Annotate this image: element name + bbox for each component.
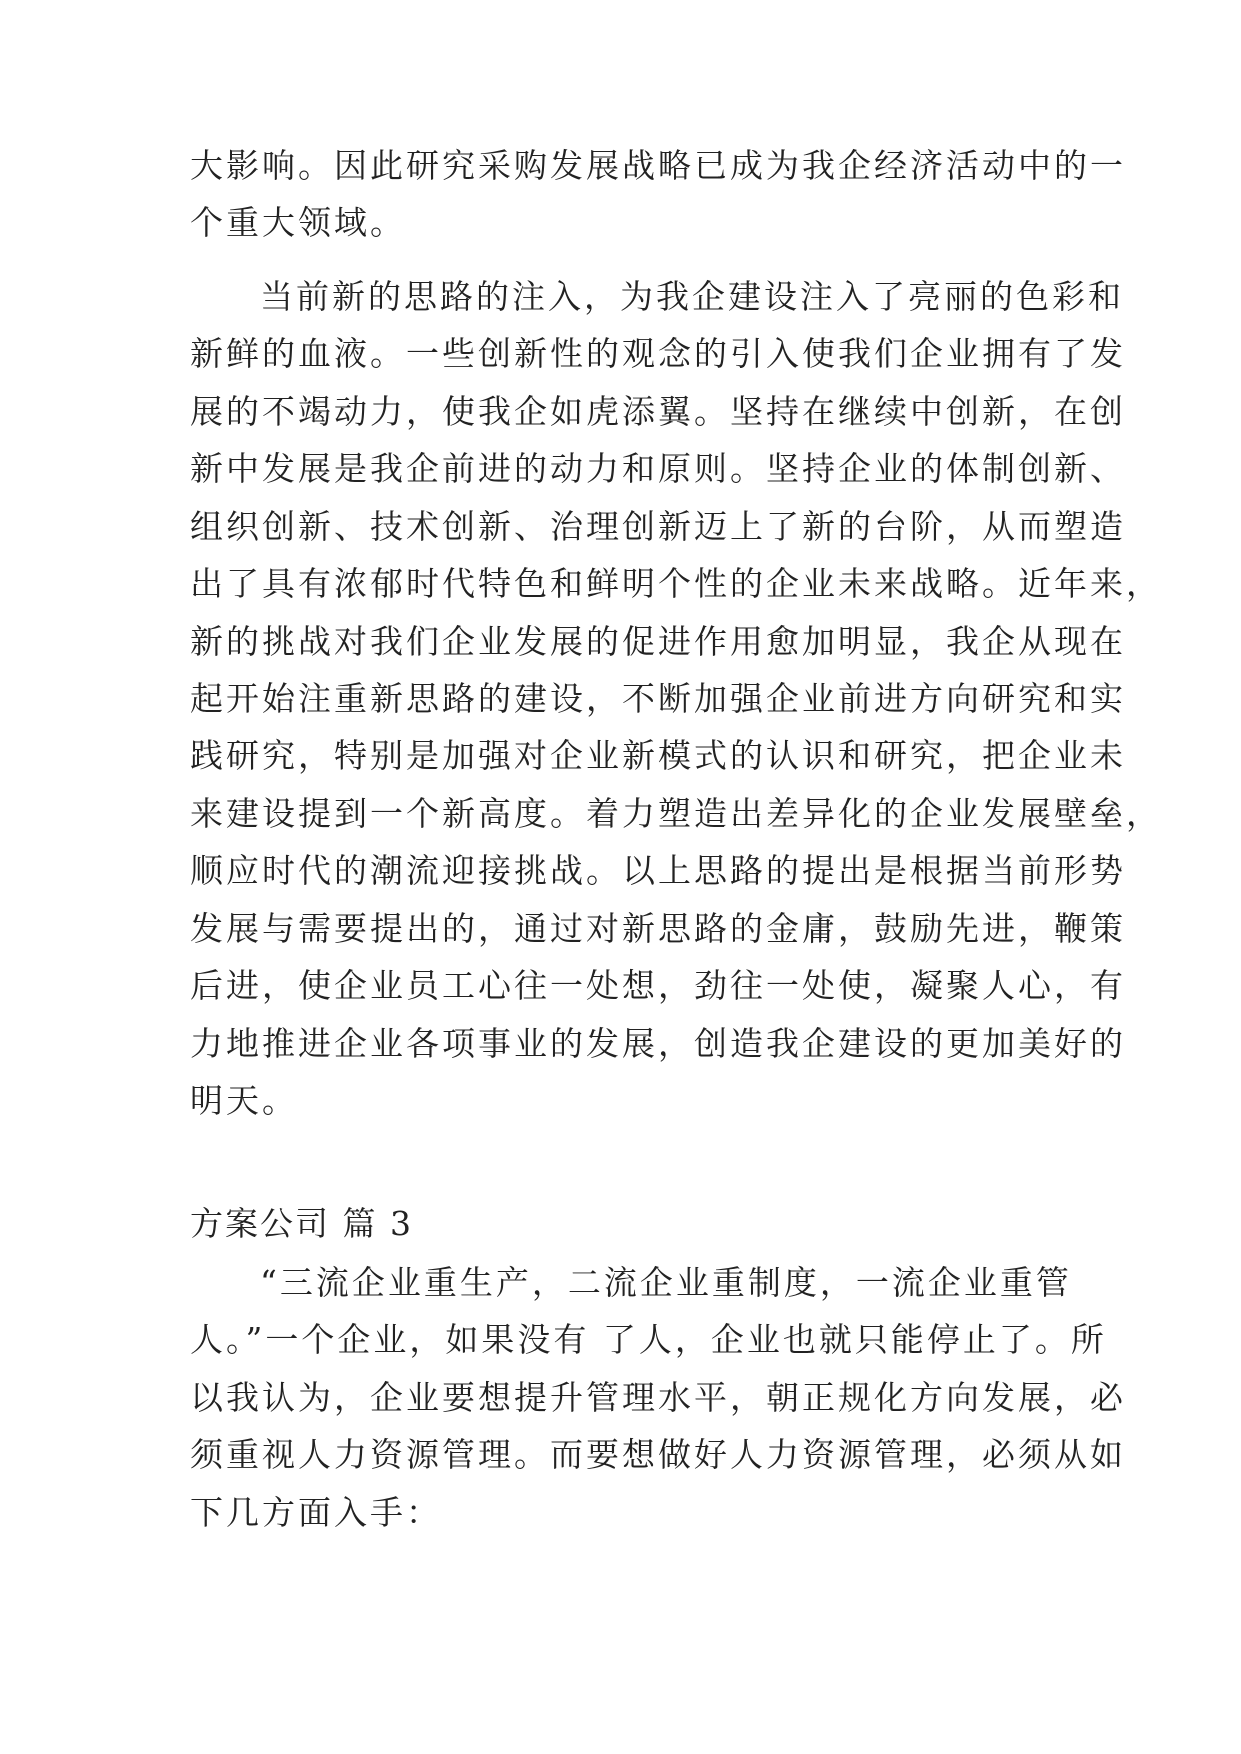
- text-line: 新中发展是我企前进的动力和原则。坚持企业的体制创新、: [190, 449, 1126, 488]
- section-heading: 方案公司 篇 3: [190, 1204, 413, 1243]
- text-line: 大影响。因此研究采购发展战略已成为我企经济活动中的一: [190, 146, 1126, 185]
- text-line: 出了具有浓郁时代特色和鲜明个性的企业未来战略。近年来，: [190, 564, 1162, 603]
- text-line: 践研究，特别是加强对企业新模式的认识和研究，把企业未: [190, 736, 1126, 775]
- text-line: 个重大领域。: [190, 203, 406, 242]
- text-line: 须重视人力资源管理。而要想做好人力资源管理，必须从如: [190, 1435, 1126, 1474]
- text-line: 展的不竭动力，使我企如虎添翼。坚持在继续中创新，在创: [190, 392, 1126, 431]
- text-line: 来建设提到一个新高度。着力塑造出差异化的企业发展壁垒，: [190, 794, 1162, 833]
- text-line: 新的挑战对我们企业发展的促进作用愈加明显，我企从现在: [190, 622, 1126, 661]
- text-line: 下几方面入手：: [190, 1493, 442, 1532]
- text-line: 明天。: [190, 1081, 298, 1120]
- text-line: 起开始注重新思路的建设，不断加强企业前进方向研究和实: [190, 679, 1126, 718]
- text-line: 后进，使企业员工心往一处想，劲往一处使，凝聚人心，有: [190, 966, 1126, 1005]
- text-line: 人。”一个企业，如果没有 了人，企业也就只能停止了。所: [190, 1320, 1107, 1359]
- text-line: 当前新的思路的注入，为我企建设注入了亮丽的色彩和: [260, 277, 1124, 316]
- text-line: 发展与需要提出的，通过对新思路的金庸，鼓励先进，鞭策: [190, 909, 1126, 948]
- text-line: 以我认为，企业要想提升管理水平，朝正规化方向发展，必: [190, 1378, 1126, 1417]
- text-line: 力地推进企业各项事业的发展，创造我企建设的更加美好的: [190, 1024, 1126, 1063]
- text-line: 顺应时代的潮流迎接挑战。以上思路的提出是根据当前形势: [190, 851, 1126, 890]
- text-line: “三流企业重生产，二流企业重制度，一流企业重管: [260, 1263, 1072, 1302]
- text-line: 新鲜的血液。一些创新性的观念的引入使我们企业拥有了发: [190, 334, 1126, 373]
- text-line: 组织创新、技术创新、治理创新迈上了新的台阶，从而塑造: [190, 507, 1126, 546]
